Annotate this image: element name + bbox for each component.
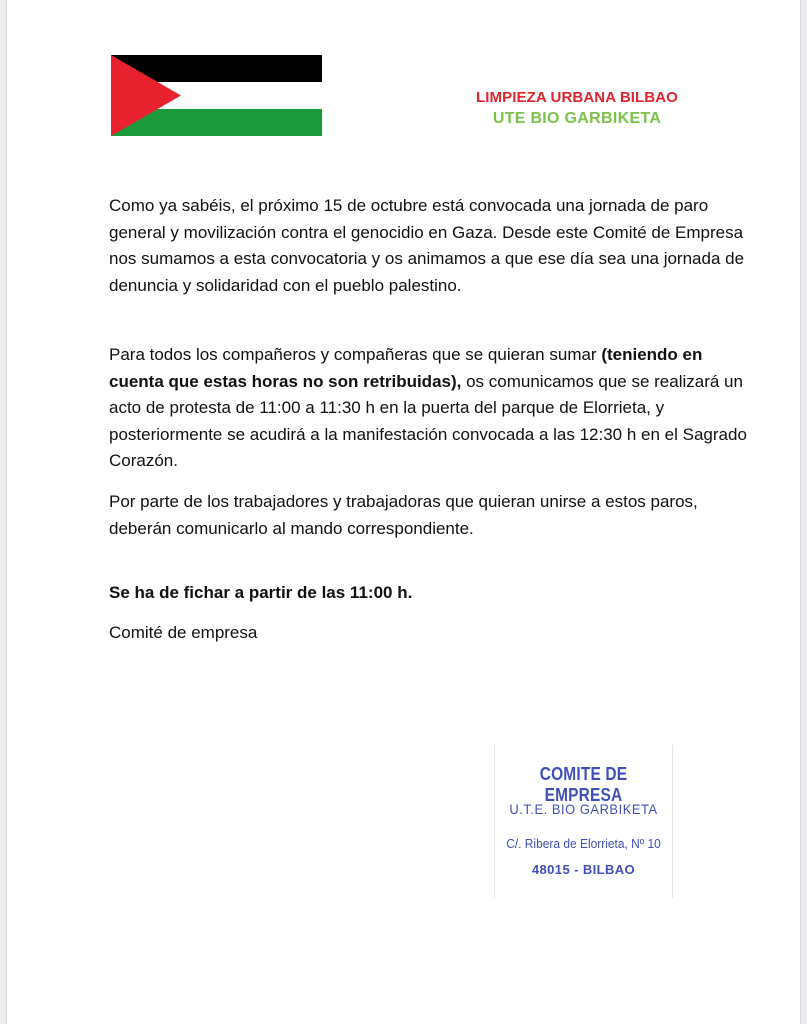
- stamp-address: C/. Ribera de Elorrieta, Nº 10: [506, 836, 661, 851]
- paragraph-protest-intro: Para todos los compañeros y compañeras que se quieran sumar: [109, 345, 602, 364]
- stamp-company: U.T.E. BIO GARBIKETA: [509, 801, 658, 817]
- paragraph-communication: Por parte de los trabajadores y trabajadoras que quieran unirse a estos paros, deberán comunicarlo al mando correspondiente.: [109, 492, 698, 538]
- palestinian-flag-icon: [111, 55, 322, 136]
- company-name: LIMPIEZA URBANA BILBAO: [476, 89, 678, 106]
- company-stamp: [494, 745, 673, 898]
- paragraph-announcement: Como ya sabéis, el próximo 15 de octubre está convocada una jornada de paro general y movilización contra el genocidio en Gaza. Desde este Comité de Empresa nos sumamos a esta convocatoria y os animamos a que ese día sea una jornada de denuncia y solidaridad con el pueblo palestino.: [109, 196, 745, 295]
- clock-in-notice: Se ha de fichar a partir de las 11:00 h.: [109, 583, 413, 602]
- document-page: [6, 0, 801, 1024]
- company-header: [427, 88, 727, 130]
- signature-text: Comité de empresa: [109, 623, 258, 642]
- stamp-title: COMITE DE EMPRESA: [539, 764, 628, 805]
- company-ute: UTE BIO GARBIKETA: [492, 110, 662, 127]
- paragraph-unpaid-note: (teniendo en cuenta que estas horas no son retribuidas),: [109, 345, 703, 391]
- stamp-city: 48015 - BILBAO: [531, 862, 636, 877]
- paragraph-protest-details: [109, 342, 749, 475]
- paragraph-protest-schedule: os comunicamos que se realizará un acto de protesta de 11:00 a 11:30 h en la puerta del parque de Elorrieta, y posteriormente se acudirá a la manifestación convocada a las 12:30 h en el Sagrado Corazón.: [109, 371, 747, 470]
